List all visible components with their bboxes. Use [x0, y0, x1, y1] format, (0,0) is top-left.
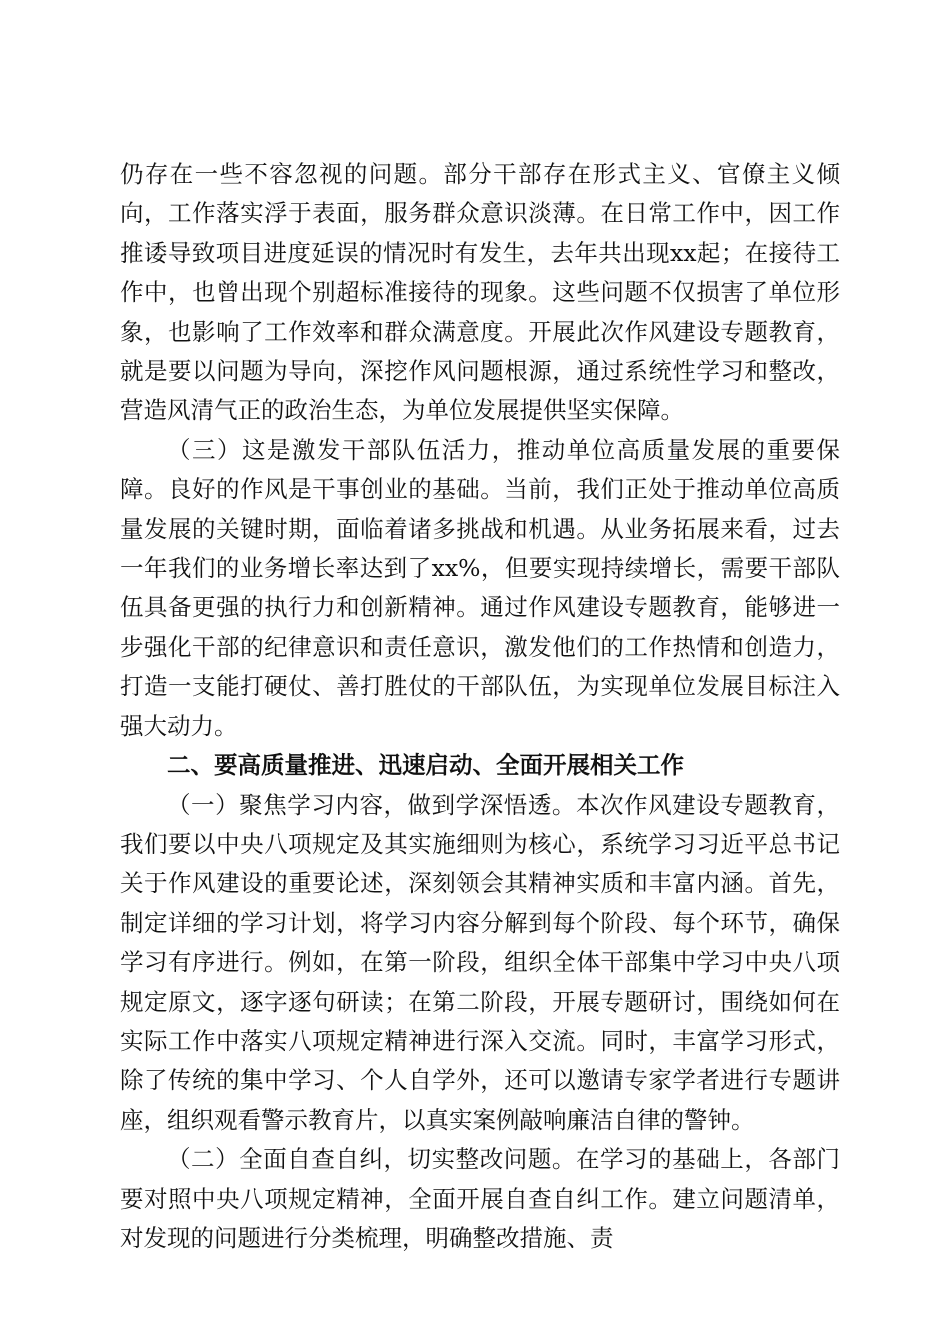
paragraph-self-inspection: （二）全面自查自纠，切实整改问题。在学习的基础上，各部门要对照中央八项规定精神，全面开展自查自纠工作。建立问题清单，对发现的问题进行分类梳理，明确整改措施、责	[120, 1145, 840, 1252]
paragraph-continued-problems: 仍存在一些不容忽视的问题。部分干部存在形式主义、官僚主义倾向，工作落实浮于表面，服务群众意识淡薄。在日常工作中，因工作推诿导致项目进度延误的情况时有发生，去年共出现xx起；在接待工作中，也曾出现个别超标准接待的现象。这些问题不仅损害了单位形象，也影响了工作效率和群众满意度。开展此次作风建设专题教育，就是要以问题为导向，深挖作风问题根源，通过系统性学习和整改，营造风清气正的政治生态，为单位发展提供坚实保障。	[120, 160, 840, 425]
section-heading-two: 二、要高质量推进、迅速启动、全面开展相关工作	[167, 751, 684, 780]
document-body	[120, 155, 840, 1258]
paragraph-section-three: （三）这是激发干部队伍活力，推动单位高质量发展的重要保障。良好的作风是干事创业的基础。当前，我们正处于推动单位高质量发展的关键时期，面临着诸多挑战和机遇。从业务拓展来看，过去一年我们的业务增长率达到了xx%，但要实现持续增长，需要干部队伍具备更强的执行力和创新精神。通过作风建设专题教育，能够进一步强化干部的纪律意识和责任意识，激发他们的工作热情和创造力，打造一支能打硬仗、善打胜仗的干部队伍，为实现单位发展目标注入强大动力。	[120, 435, 840, 740]
paragraph-study-content: （一）聚焦学习内容，做到学深悟透。本次作风建设专题教育，我们要以中央八项规定及其实施细则为核心，系统学习习近平总书记关于作风建设的重要论述，深刻领会其精神实质和丰富内涵。首先，制定详细的学习计划，将学习内容分解到每个阶段、每个环节，确保学习有序进行。例如，在第一阶段，组织全体干部集中学习中央八项规定原文，逐字逐句研读；在第二阶段，开展专题研讨，围绕如何在实际工作中落实八项规定精神进行深入交流。同时，丰富学习形式，除了传统的集中学习、个人自学外，还可以邀请专家学者进行专题讲座，组织观看警示教育片，以真实案例敲响廉洁自律的警钟。	[120, 790, 840, 1134]
